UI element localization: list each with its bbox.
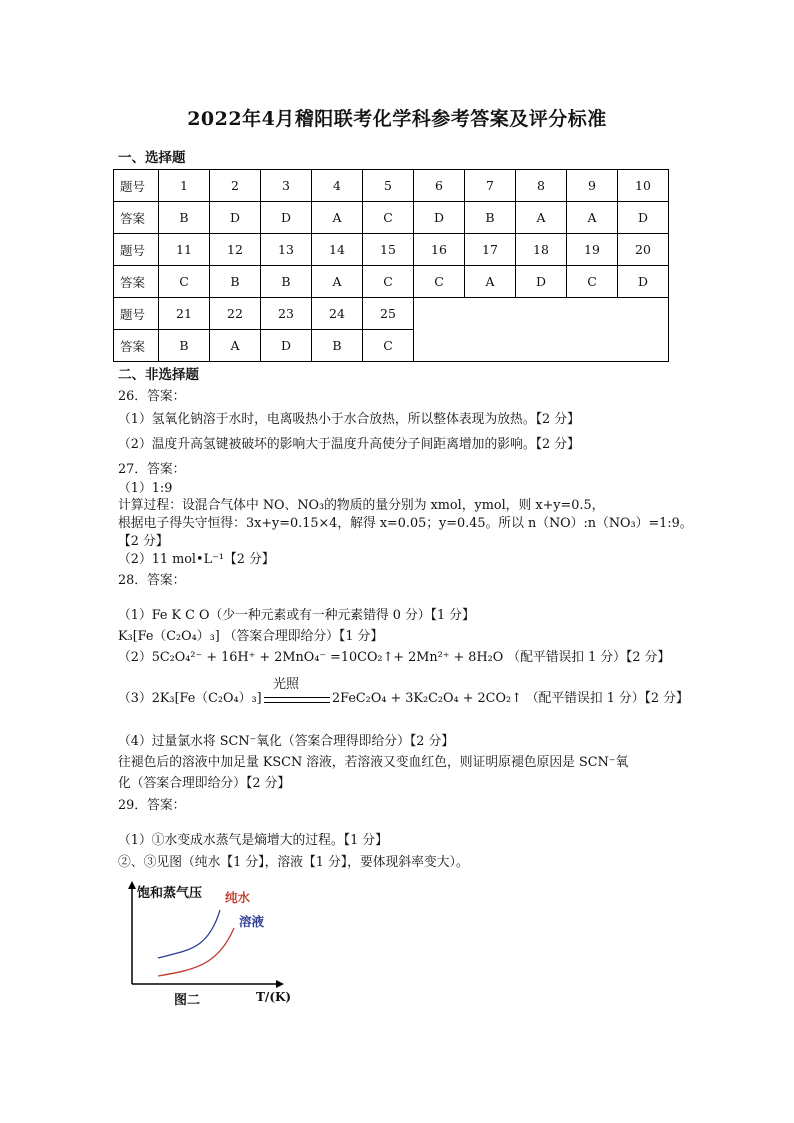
section-non-choice: 二、非选择题 [118, 367, 199, 383]
question-number-cell: 4 [312, 170, 363, 202]
table-head-cell: 题号 [114, 234, 159, 266]
q28-answer-3-right: 2FeC₂O₄ + 3K₂C₂O₄ + 2CO₂↑ （配平错误扣 1 分）【2 分】 [332, 691, 689, 706]
question-number-cell: 11 [159, 234, 210, 266]
question-number-cell: 24 [312, 298, 363, 330]
question-number-cell: 20 [618, 234, 669, 266]
answer-cell: B [312, 330, 363, 362]
question-number-cell: 19 [567, 234, 618, 266]
q27-calc-2: 根据电子得失守恒得：3x+y=0.15×4，解得 x=0.05；y=0.45。所以 n（NO）:n（NO₃）=1:9。 [118, 516, 693, 531]
answer-cell: C [363, 266, 414, 298]
answer-cell: D [618, 266, 669, 298]
q28-answer-1: （1）Fe K C O（少一种元素或有一种元素错得 0 分）【1 分】 [118, 608, 475, 623]
answer-cell: C [159, 266, 210, 298]
q26-answer-1: （1）氢氧化钠溶于水时，电离吸热小于水合放热，所以整体表现为放热。【2 分】 [118, 412, 580, 427]
q27-calc-1: 计算过程：设混合气体中 NO、NO₃的物质的量分别为 xmol，ymol，则 x+y=0.5， [118, 498, 605, 513]
answer-cell: C [363, 202, 414, 234]
answer-cell: B [159, 202, 210, 234]
answer-table [113, 169, 669, 362]
page-title: 2022年4月稽阳联考化学科参考答案及评分标准 [187, 108, 607, 130]
table-head-cell: 答案 [114, 202, 159, 234]
q27-heading: 27．答案： [118, 462, 186, 477]
answer-cell: A [210, 330, 261, 362]
answer-cell: D [516, 266, 567, 298]
answer-cell: B [159, 330, 210, 362]
question-number-cell: 10 [618, 170, 669, 202]
q28-heading: 28．答案： [118, 573, 186, 588]
y-axis-arrow [128, 881, 136, 889]
answer-cell: A [465, 266, 516, 298]
question-number-cell: 25 [363, 298, 414, 330]
answer-cell: B [210, 266, 261, 298]
question-number-cell: 17 [465, 234, 516, 266]
q28-answer-4-cont: 化（答案合理即给分）【2 分】 [118, 776, 291, 791]
question-number-cell: 8 [516, 170, 567, 202]
q26-heading: 26．答案： [118, 389, 186, 404]
q29-answer-1: （1）①水变成水蒸气是熵增大的过程。【1 分】 [118, 833, 388, 848]
answer-cell: B [261, 266, 312, 298]
q28-answer-4-detail: 往褪色后的溶液中加足量 KSCN 溶液，若溶液又变血红色，则证明原褪色原因是 SCN⁻氧 [118, 755, 629, 770]
table-head-cell: 题号 [114, 298, 159, 330]
table-head-cell: 题号 [114, 170, 159, 202]
table-row [114, 266, 669, 298]
figure-caption: 图二 [174, 993, 201, 1008]
equals-sign [264, 697, 330, 703]
question-number-cell: 23 [261, 298, 312, 330]
q28-answer-4: （4）过量氯水将 SCN⁻氧化（答案合理得即给分）【2 分】 [118, 734, 455, 749]
question-number-cell: 21 [159, 298, 210, 330]
reaction-condition-label: 光照 [273, 677, 300, 692]
question-number-cell: 13 [261, 234, 312, 266]
q28-answer-3-left: （3）2K₃[Fe（C₂O₄）₃] [118, 691, 262, 706]
question-number-cell: 22 [210, 298, 261, 330]
y-axis-label: 饱和蒸气压 [137, 886, 203, 901]
q28-answer-2: （2）5C₂O₄²⁻ + 16H⁺ + 2MnO₄⁻ =10CO₂↑+ 2Mn²⁺ + 8H₂O （配平错误扣 1 分）【2 分】 [118, 650, 671, 665]
pure-water-curve [158, 910, 220, 958]
question-number-cell: 9 [567, 170, 618, 202]
section-multiple-choice: 一、选择题 [118, 150, 186, 166]
x-axis-arrow [276, 980, 284, 988]
question-number-cell: 5 [363, 170, 414, 202]
empty-cell [414, 298, 669, 362]
answer-cell: D [210, 202, 261, 234]
table-row [114, 170, 669, 202]
table-row [114, 234, 669, 266]
answer-cell: A [312, 266, 363, 298]
question-number-cell: 2 [210, 170, 261, 202]
question-number-cell: 3 [261, 170, 312, 202]
answer-cell: B [465, 202, 516, 234]
table-head-cell: 答案 [114, 330, 159, 362]
answer-cell: D [261, 330, 312, 362]
question-number-cell: 16 [414, 234, 465, 266]
answer-cell: D [618, 202, 669, 234]
question-number-cell: 18 [516, 234, 567, 266]
question-number-cell: 12 [210, 234, 261, 266]
q27-answer-2: （2）11 mol•L⁻¹【2 分】 [118, 552, 275, 567]
x-axis-label: T/(K) [256, 990, 292, 1004]
q29-answer-2: ②、③见图（纯水【1 分】，溶液【1 分】，要体现斜率变大）。 [118, 855, 469, 870]
q27-answer-1: （1）1:9 [118, 481, 173, 496]
answer-cell: A [516, 202, 567, 234]
answer-cell: C [567, 266, 618, 298]
answer-cell: D [414, 202, 465, 234]
solution-label: 溶液 [239, 914, 265, 929]
q26-answer-2: （2）温度升高氢键被破坏的影响大于温度升高使分子间距离增加的影响。【2 分】 [118, 437, 580, 452]
question-number-cell: 6 [414, 170, 465, 202]
q28-formula: K₃[Fe（C₂O₄）₃] （答案合理即给分）【1 分】 [118, 629, 384, 644]
answer-cell: C [414, 266, 465, 298]
table-row [114, 202, 669, 234]
table-row [114, 298, 669, 330]
answer-cell: A [312, 202, 363, 234]
question-number-cell: 7 [465, 170, 516, 202]
pure-water-label: 纯水 [225, 890, 251, 905]
answer-cell: C [363, 330, 414, 362]
solution-curve [158, 928, 234, 976]
question-number-cell: 1 [159, 170, 210, 202]
table-head-cell: 答案 [114, 266, 159, 298]
answer-cell: D [261, 202, 312, 234]
q29-heading: 29．答案： [118, 798, 186, 813]
answer-cell: A [567, 202, 618, 234]
question-number-cell: 15 [363, 234, 414, 266]
q27-score: 【2 分】 [118, 534, 169, 549]
question-number-cell: 14 [312, 234, 363, 266]
